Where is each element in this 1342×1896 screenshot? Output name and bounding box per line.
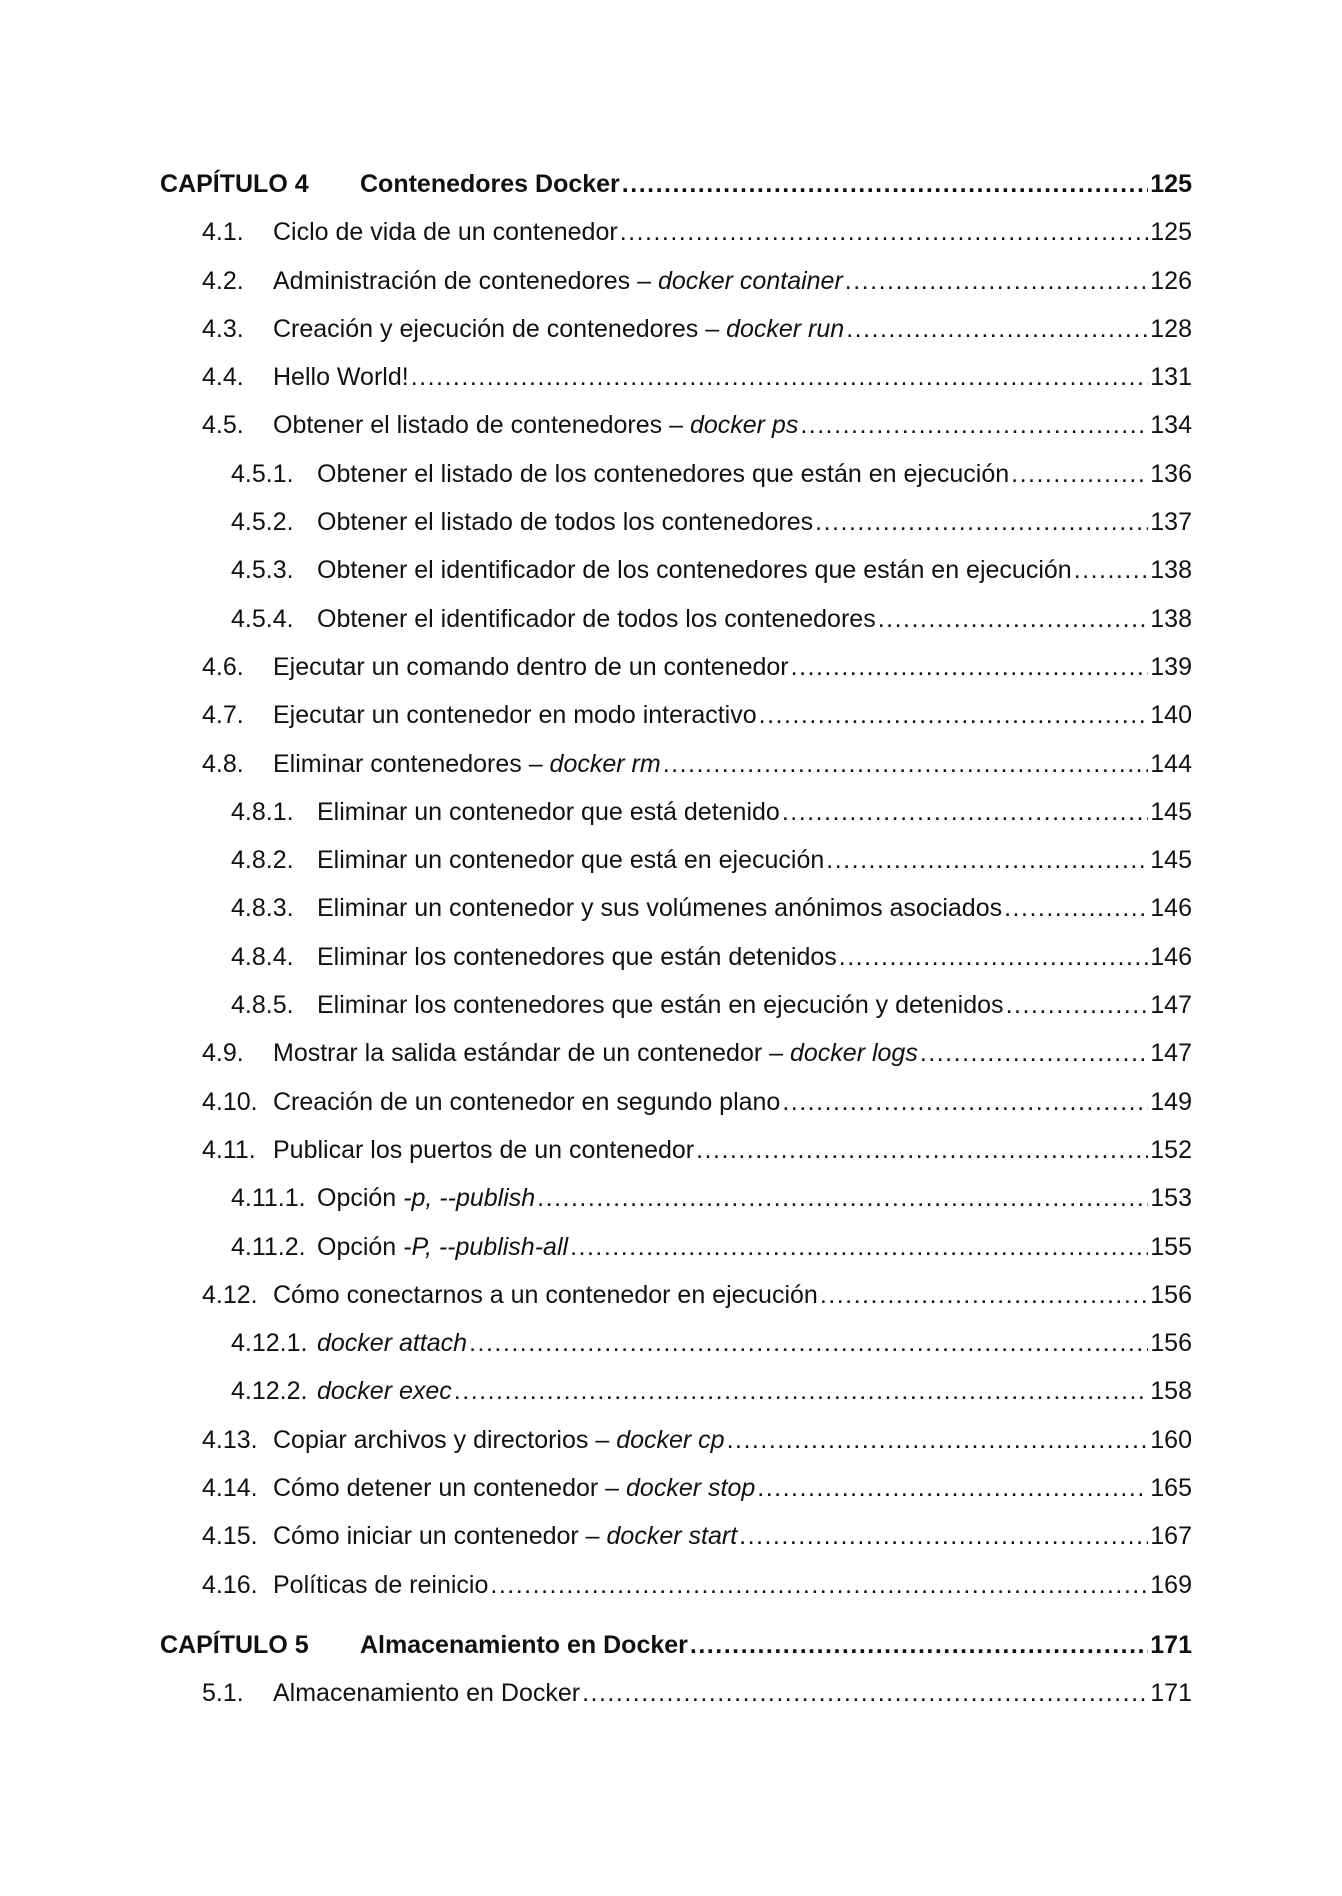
toc-entry[interactable] [160, 1174, 1192, 1222]
dot-leader [490, 1561, 1148, 1609]
toc-entry-command: docker rm [549, 749, 661, 778]
toc-entry[interactable] [160, 1367, 1192, 1415]
toc-entry-page-number: 155 [1150, 1232, 1192, 1261]
toc-entry-title [360, 1621, 688, 1669]
toc-entry-number: 4.6. [202, 652, 244, 681]
toc-entry-number: 5.1. [202, 1679, 244, 1708]
table-of-contents [160, 160, 1192, 1718]
toc-entry-page-number: 158 [1150, 1377, 1192, 1406]
toc-entry-title [317, 788, 780, 836]
toc-entry-number: 4.1. [202, 218, 244, 247]
dot-leader [727, 1416, 1149, 1464]
toc-entry-command: docker cp [616, 1425, 725, 1454]
dot-leader [839, 933, 1149, 981]
toc-entry[interactable] [160, 546, 1192, 594]
toc-entry[interactable] [160, 643, 1192, 691]
toc-entry-title [273, 740, 661, 788]
toc-entry-number: 4.5.1. [231, 459, 294, 488]
dot-leader [582, 1669, 1148, 1717]
toc-entry-title [317, 450, 1009, 498]
toc-entry-command: docker start [606, 1522, 738, 1551]
dot-leader [469, 1319, 1148, 1367]
dot-leader [782, 788, 1148, 836]
toc-entry-title [317, 1223, 568, 1271]
toc-entry-command: docker container [657, 266, 843, 295]
toc-entry-title-text: Cómo conectarnos a un contenedor en ejecución [273, 1280, 818, 1309]
toc-entry-page-number: 167 [1150, 1522, 1192, 1551]
toc-entry-title [317, 546, 1072, 594]
toc-entry[interactable] [160, 836, 1192, 884]
toc-entry-number: 4.11.2. [231, 1232, 306, 1261]
toc-entry-title [317, 595, 876, 643]
dot-leader [759, 691, 1149, 739]
toc-entry-title-text: Copiar archivos y directorios – [273, 1425, 617, 1454]
dot-leader [757, 1464, 1148, 1512]
toc-entry-page-number: 146 [1150, 942, 1192, 971]
dot-leader [1011, 450, 1148, 498]
toc-entry-page-number: 137 [1150, 508, 1192, 537]
toc-entry-number: 4.5.3. [231, 556, 294, 585]
toc-entry-page-number: 169 [1150, 1570, 1192, 1599]
toc-entry-number: 4.11. [202, 1135, 256, 1164]
toc-entry-number: CAPÍTULO 4 [160, 170, 309, 198]
toc-chapter-entry[interactable] [160, 160, 1192, 208]
toc-chapter-entry[interactable] [160, 1621, 1192, 1669]
toc-entry-page-number: 126 [1150, 266, 1192, 295]
toc-entry[interactable] [160, 884, 1192, 932]
dot-leader [620, 208, 1149, 256]
toc-entry-page-number: 138 [1150, 604, 1192, 633]
toc-entry-title-text: Eliminar contenedores – [273, 749, 550, 778]
toc-entry-title [317, 498, 813, 546]
toc-entry-number: 4.9. [202, 1039, 244, 1068]
toc-entry-command: docker stop [626, 1474, 756, 1503]
toc-entry-title [273, 1512, 737, 1560]
toc-entry-title [317, 933, 837, 981]
toc-entry-title-text: Eliminar un contenedor que está en ejecución [317, 846, 825, 875]
dot-leader [826, 836, 1148, 884]
toc-entry-number: 4.15. [202, 1522, 258, 1551]
toc-entry[interactable] [160, 353, 1192, 401]
toc-entry-title-text: Eliminar los contenedores que están detenidos [317, 942, 837, 971]
toc-entry-page-number: 131 [1150, 363, 1192, 392]
toc-entry[interactable] [160, 257, 1192, 305]
toc-entry-title-text: Opción [317, 1184, 404, 1213]
toc-entry-command: -P, --publish-all [403, 1232, 569, 1261]
toc-entry-title [273, 1078, 780, 1126]
toc-entry-number: 4.10. [202, 1087, 258, 1116]
toc-entry-command: docker attach [317, 1329, 468, 1358]
toc-entry-title [273, 1561, 488, 1609]
toc-entry-title [273, 208, 618, 256]
toc-entry[interactable] [160, 788, 1192, 836]
dot-leader [1074, 546, 1149, 594]
toc-entry-title-text: Obtener el identificador de los contenedores que están en ejecución [317, 556, 1072, 585]
toc-entry-title [273, 1464, 755, 1512]
toc-entry-page-number: 136 [1150, 459, 1192, 488]
toc-entry-title [317, 1174, 535, 1222]
dot-leader [663, 740, 1149, 788]
toc-entry[interactable] [160, 1319, 1192, 1367]
toc-entry-title-text: Obtener el listado de los contenedores que están en ejecución [317, 459, 1010, 488]
toc-entry-title-text: Almacenamiento en Docker [360, 1630, 688, 1659]
toc-entry-page-number: 128 [1150, 314, 1192, 343]
toc-entry[interactable] [160, 1416, 1192, 1464]
toc-entry-title-text: Ejecutar un contenedor en modo interactivo [273, 701, 757, 730]
toc-entry-page-number: 147 [1150, 1039, 1192, 1068]
toc-entry-title [273, 305, 844, 353]
toc-entry-page-number: 146 [1150, 894, 1192, 923]
dot-leader [1006, 981, 1149, 1029]
toc-entry-title [317, 1319, 467, 1367]
toc-entry-title [273, 1029, 918, 1077]
toc-entry-number: 4.8. [202, 749, 244, 778]
toc-entry-title [317, 884, 1002, 932]
toc-entry-title-text: Publicar los puertos de un contenedor [273, 1135, 695, 1164]
toc-entry[interactable] [160, 1271, 1192, 1319]
toc-entry[interactable] [160, 740, 1192, 788]
dot-leader [1004, 884, 1148, 932]
toc-entry-page-number: 140 [1150, 701, 1192, 730]
toc-entry-number: 4.12. [202, 1280, 258, 1309]
dot-leader [411, 353, 1149, 401]
toc-entry-page-number: 139 [1150, 652, 1192, 681]
toc-entry-title [273, 691, 757, 739]
toc-entry-command: docker logs [789, 1039, 918, 1068]
toc-entry-title-text: Opción [317, 1232, 404, 1261]
toc-entry-number: 4.3. [202, 314, 244, 343]
toc-entry-page-number: 145 [1150, 846, 1192, 875]
toc-entry-title [273, 643, 789, 691]
dot-leader [739, 1512, 1148, 1560]
toc-entry-title-text: Obtener el identificador de todos los contenedores [317, 604, 876, 633]
toc-entry-title [273, 1416, 725, 1464]
toc-entry[interactable] [160, 498, 1192, 546]
toc-entry[interactable] [160, 1126, 1192, 1174]
toc-entry-title-text: Eliminar un contenedor que está detenido [317, 797, 780, 826]
toc-entry-page-number: 138 [1150, 556, 1192, 585]
toc-entry[interactable] [160, 1669, 1192, 1717]
dot-leader [622, 160, 1148, 208]
toc-entry-number: 4.11.1. [231, 1184, 306, 1213]
toc-entry-page-number: 171 [1150, 1679, 1192, 1708]
toc-entry-title [273, 1271, 818, 1319]
toc-entry-number: 4.8.2. [231, 846, 294, 875]
toc-entry-title-text: Creación y ejecución de contenedores – [273, 314, 727, 343]
toc-entry-title-text: Mostrar la salida estándar de un contenedor – [273, 1039, 790, 1068]
dot-leader [920, 1029, 1148, 1077]
toc-entry-number: 4.8.5. [231, 991, 294, 1020]
toc-entry-number: 4.8.3. [231, 894, 294, 923]
toc-entry[interactable] [160, 401, 1192, 449]
toc-entry[interactable] [160, 1561, 1192, 1609]
dot-leader [845, 257, 1149, 305]
toc-entry-title-text: Cómo iniciar un contenedor – [273, 1522, 607, 1551]
toc-entry-title-text: Hello World! [273, 363, 409, 392]
toc-entry-number: 4.2. [202, 266, 244, 295]
toc-entry-title-text: Eliminar un contenedor y sus volúmenes anónimos asociados [317, 894, 1003, 923]
toc-entry-title [273, 257, 843, 305]
toc-entry-number: 4.12.2. [231, 1377, 308, 1406]
dot-leader [690, 1621, 1148, 1669]
toc-entry-number: 4.7. [202, 701, 244, 730]
toc-entry-number: 4.4. [202, 363, 244, 392]
toc-entry-title [317, 836, 824, 884]
dot-leader [570, 1223, 1148, 1271]
dot-leader [454, 1367, 1148, 1415]
toc-entry-title [273, 1126, 694, 1174]
toc-entry-number: 4.5. [202, 411, 244, 440]
toc-entry[interactable] [160, 1512, 1192, 1560]
toc-entry-title [273, 1669, 580, 1717]
toc-entry-page-number: 145 [1150, 797, 1192, 826]
toc-entry-page-number: 152 [1150, 1135, 1192, 1164]
toc-entry[interactable] [160, 933, 1192, 981]
dot-leader [820, 1271, 1148, 1319]
toc-entry-number: 4.8.4. [231, 942, 294, 971]
dot-leader [800, 401, 1148, 449]
dot-leader [878, 595, 1149, 643]
toc-entry[interactable] [160, 1223, 1192, 1271]
dot-leader [696, 1126, 1148, 1174]
toc-entry[interactable] [160, 981, 1192, 1029]
toc-entry-page-number: 134 [1150, 411, 1192, 440]
toc-entry[interactable] [160, 305, 1192, 353]
toc-entry[interactable] [160, 691, 1192, 739]
toc-entry-page-number: 125 [1150, 170, 1192, 198]
toc-entry-command: -p, --publish [403, 1184, 536, 1213]
toc-entry[interactable] [160, 1464, 1192, 1512]
toc-entry-page-number: 125 [1150, 218, 1192, 247]
toc-entry-page-number: 171 [1150, 1630, 1192, 1659]
toc-entry-title-text: Obtener el listado de todos los contenedores [317, 508, 814, 537]
toc-entry-title [317, 1367, 452, 1415]
toc-entry[interactable] [160, 1029, 1192, 1077]
toc-entry-title-text: Creación de un contenedor en segundo plano [273, 1087, 781, 1116]
dot-leader [846, 305, 1148, 353]
toc-entry-title-text: Administración de contenedores – [273, 266, 658, 295]
toc-entry-title-text: Ejecutar un comando dentro de un contenedor [273, 652, 789, 681]
toc-entry-title-text: Eliminar los contenedores que están en ejecución y detenidos [317, 991, 1004, 1020]
toc-entry-title [273, 401, 798, 449]
toc-entry-title-text: Políticas de reinicio [273, 1570, 489, 1599]
toc-entry-title-text: Almacenamiento en Docker [273, 1679, 581, 1708]
toc-entry[interactable] [160, 450, 1192, 498]
toc-entry-title-text: Contenedores Docker [360, 170, 620, 198]
toc-entry-page-number: 153 [1150, 1184, 1192, 1213]
dot-leader [782, 1078, 1148, 1126]
toc-entry[interactable] [160, 1078, 1192, 1126]
toc-entry-title [360, 160, 620, 208]
toc-entry-page-number: 165 [1150, 1474, 1192, 1503]
toc-entry-number: 4.5.4. [231, 604, 294, 633]
toc-entry-command: docker exec [317, 1377, 452, 1406]
toc-entry-number: 4.13. [202, 1425, 258, 1454]
toc-entry-page-number: 160 [1150, 1425, 1192, 1454]
toc-entry-number: 4.5.2. [231, 508, 294, 537]
toc-entry-page-number: 149 [1150, 1087, 1192, 1116]
toc-entry-page-number: 156 [1150, 1280, 1192, 1309]
toc-entry-number: 4.8.1. [231, 797, 294, 826]
toc-entry-command: docker run [726, 314, 845, 343]
toc-entry-title [317, 981, 1004, 1029]
toc-entry-number: 4.16. [202, 1570, 258, 1599]
toc-entry[interactable] [160, 208, 1192, 256]
toc-entry-number: 4.14. [202, 1474, 258, 1503]
toc-entry-page-number: 147 [1150, 991, 1192, 1020]
toc-entry-title-text: Obtener el listado de contenedores – [273, 411, 690, 440]
toc-entry-page-number: 156 [1150, 1329, 1192, 1358]
toc-entry-title-text: Cómo detener un contenedor – [273, 1474, 627, 1503]
toc-entry-page-number: 144 [1150, 749, 1192, 778]
toc-entry-title-text: Ciclo de vida de un contenedor [273, 218, 618, 247]
toc-entry-title [273, 353, 409, 401]
toc-entry[interactable] [160, 595, 1192, 643]
dot-leader [791, 643, 1149, 691]
toc-entry-command: docker ps [689, 411, 799, 440]
dot-leader [815, 498, 1148, 546]
toc-entry-number: 4.12.1. [231, 1329, 308, 1358]
dot-leader [537, 1174, 1148, 1222]
toc-entry-number: CAPÍTULO 5 [160, 1630, 309, 1659]
